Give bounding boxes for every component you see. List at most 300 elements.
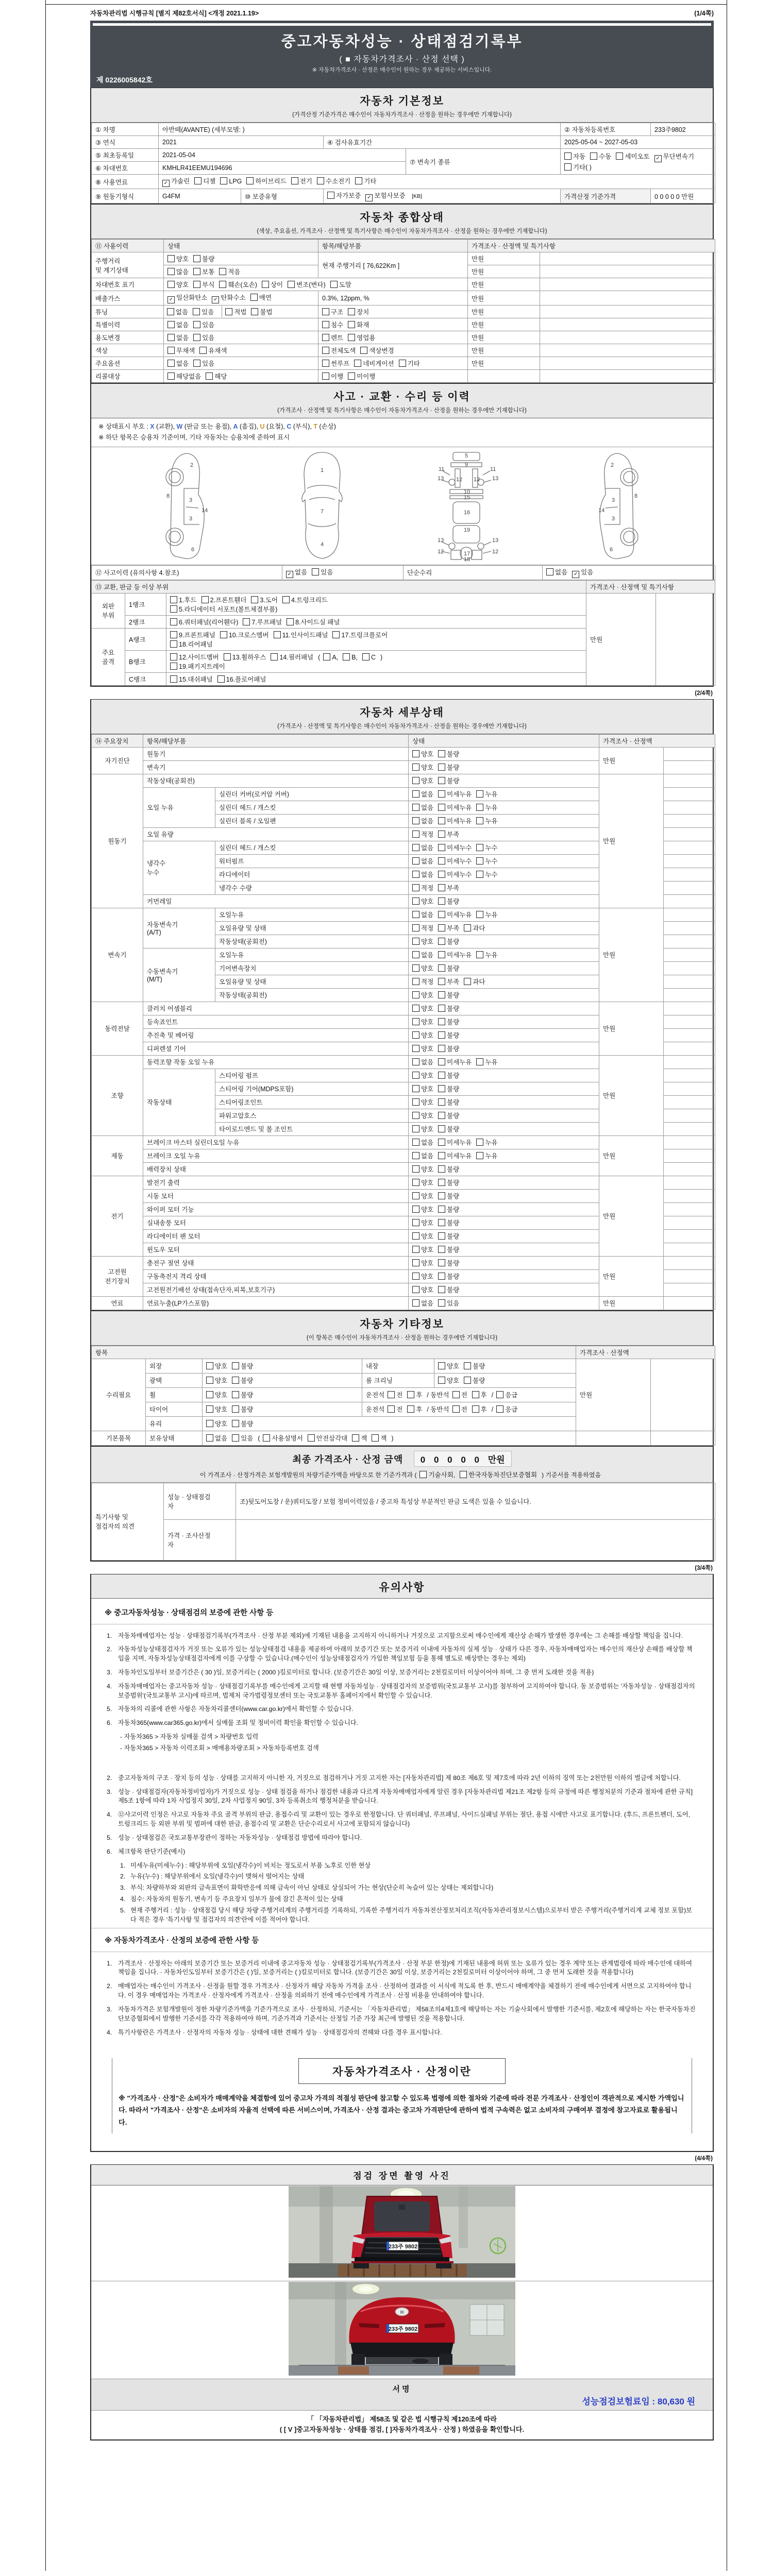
checkbox[interactable]: [232, 1434, 239, 1442]
state-checks: [409, 1015, 599, 1028]
checkbox[interactable]: [438, 1179, 445, 1186]
checkbox[interactable]: [167, 255, 175, 262]
checkbox[interactable]: [438, 1139, 445, 1146]
svg-text:H: H: [400, 2309, 404, 2315]
checkbox[interactable]: [476, 1139, 483, 1146]
checkbox[interactable]: [476, 790, 483, 798]
checkbox[interactable]: [438, 1273, 445, 1280]
checkbox[interactable]: [472, 1405, 479, 1413]
checkbox[interactable]: [476, 1058, 483, 1065]
checkbox[interactable]: [206, 1434, 213, 1442]
checkbox[interactable]: [476, 951, 483, 958]
checkbox[interactable]: [167, 334, 175, 341]
checkbox[interactable]: [438, 978, 445, 985]
check-option: [452, 1390, 467, 1399]
checkbox[interactable]: ✓: [654, 155, 662, 162]
svg-text:6: 6: [191, 546, 195, 553]
svg-text:233주 9802: 233주 9802: [388, 2243, 418, 2250]
checkbox[interactable]: [412, 1165, 419, 1173]
checkbox[interactable]: [412, 1112, 419, 1119]
checkbox[interactable]: [438, 1165, 445, 1173]
checkbox[interactable]: ✓: [212, 296, 219, 303]
checkbox[interactable]: [219, 281, 226, 288]
check-label: 불량: [447, 1286, 460, 1294]
checkbox[interactable]: [348, 372, 355, 380]
checkbox[interactable]: [438, 1098, 445, 1106]
checkbox[interactable]: ✓: [365, 194, 373, 201]
checkbox[interactable]: [476, 857, 483, 865]
checkbox[interactable]: [476, 804, 483, 811]
item-checks: [318, 318, 468, 331]
checkbox[interactable]: [438, 1377, 445, 1384]
check-label: 양호: [421, 1286, 434, 1294]
checkbox[interactable]: [206, 1405, 213, 1413]
item-label: 등속죠인트: [143, 1015, 409, 1028]
checkbox[interactable]: [438, 817, 445, 824]
checkbox[interactable]: [412, 1259, 419, 1266]
check-option: [438, 1376, 459, 1385]
photo-rear-row: [91, 2281, 713, 2379]
checkbox[interactable]: [412, 871, 419, 878]
checkbox[interactable]: [322, 308, 329, 315]
checkbox[interactable]: [419, 1471, 427, 1478]
checkbox[interactable]: [496, 1405, 503, 1413]
checkbox[interactable]: [616, 152, 623, 160]
rank-label: B랭크: [125, 650, 166, 672]
item-checks: [318, 370, 468, 383]
checkbox[interactable]: [476, 817, 483, 824]
note-cell: [664, 1136, 715, 1149]
checkbox[interactable]: [250, 294, 258, 301]
state-checks: [164, 278, 468, 291]
checkbox[interactable]: [438, 964, 445, 972]
checkbox[interactable]: [263, 1434, 270, 1442]
checkbox[interactable]: [170, 618, 177, 625]
checkbox[interactable]: [438, 1112, 445, 1119]
checkbox[interactable]: ✓: [286, 571, 293, 578]
checkbox[interactable]: [287, 618, 294, 625]
checkbox[interactable]: [193, 334, 200, 341]
checkbox[interactable]: [438, 1018, 445, 1025]
checkbox[interactable]: [412, 857, 419, 865]
checkbox[interactable]: [243, 618, 250, 625]
check-label: 불량: [447, 965, 460, 972]
checkbox[interactable]: [412, 897, 419, 905]
inline-text: ): [391, 1435, 394, 1442]
checkbox[interactable]: ✓: [162, 180, 170, 187]
checkbox[interactable]: [167, 347, 175, 354]
checkbox[interactable]: [308, 1434, 315, 1442]
notice-number: 1.: [107, 1632, 112, 1639]
checkbox[interactable]: [232, 1362, 239, 1369]
checkbox[interactable]: [322, 321, 329, 328]
checkbox[interactable]: [412, 1232, 419, 1240]
svg-text:4: 4: [321, 541, 324, 548]
checkbox[interactable]: [412, 1139, 419, 1146]
checkbox[interactable]: [343, 653, 350, 660]
checkbox[interactable]: [546, 568, 553, 575]
checkbox[interactable]: [194, 177, 201, 184]
checkbox[interactable]: [438, 911, 445, 918]
checkbox[interactable]: [412, 777, 419, 784]
check-option: [167, 359, 189, 368]
checkbox[interactable]: [219, 268, 226, 275]
sub-group: 냉각수 누수: [143, 841, 215, 894]
checkbox[interactable]: [438, 1058, 445, 1065]
checkbox[interactable]: [322, 334, 329, 341]
checkbox[interactable]: [412, 804, 419, 811]
checkbox[interactable]: [412, 1098, 419, 1106]
checkbox[interactable]: [322, 347, 329, 354]
checkbox[interactable]: [274, 631, 281, 638]
checkbox[interactable]: [412, 817, 419, 824]
checkbox[interactable]: [312, 568, 319, 575]
check-option: [412, 990, 433, 999]
checkbox[interactable]: [438, 871, 445, 878]
basic-info-section: [90, 88, 714, 205]
checkbox[interactable]: [438, 1232, 445, 1240]
device-group: 자기진단: [92, 747, 143, 774]
checkbox[interactable]: [438, 1031, 445, 1039]
footer-line-2: ( [ V ]중고자동차성능 · 상태를 점검, [ ]자동차가격조사 · 산정 ) 하였음을 확인합니다.: [279, 2425, 525, 2433]
checkbox[interactable]: [412, 1005, 419, 1012]
checkbox[interactable]: [412, 911, 419, 918]
checkbox[interactable]: [412, 1273, 419, 1280]
checkbox[interactable]: [564, 163, 572, 171]
svg-text:3: 3: [611, 497, 615, 503]
checkbox[interactable]: [460, 1471, 467, 1478]
col-major-device: ⑭ 주요장치: [92, 734, 143, 747]
checkbox[interactable]: [362, 653, 369, 660]
checkbox[interactable]: [407, 1391, 414, 1398]
check-option: [476, 1138, 497, 1147]
checkbox[interactable]: ✓: [572, 571, 579, 578]
checkbox[interactable]: [464, 1377, 471, 1384]
checkbox[interactable]: [438, 1299, 445, 1307]
check-option: [412, 1097, 433, 1107]
check-option: [282, 595, 328, 604]
check-label: 누유: [485, 1139, 498, 1146]
price-cell: 만원: [576, 1359, 651, 1431]
check-option: [412, 963, 433, 973]
checkbox[interactable]: [412, 938, 419, 945]
checkbox[interactable]: [217, 675, 225, 683]
checkbox[interactable]: [170, 605, 177, 613]
checkbox[interactable]: [438, 991, 445, 998]
check-label: 9.프론트패널: [179, 631, 215, 639]
checkbox[interactable]: [412, 764, 419, 771]
checkbox[interactable]: [412, 1219, 419, 1226]
item-label: 클러치 어셈블리: [143, 1002, 409, 1015]
notice-text: 자동차매매업자는 성능 · 상태점검기록부(가격조사 · 산정 부분 제외)에 기재된 내용을 고지하지 아니하거나 거짓으로 고지함으로써 매수인에게 재산상 손해가 발생한 경우에는 그 손해를 배상할 책임을 집니다.: [118, 1632, 683, 1639]
checkbox[interactable]: [412, 790, 419, 798]
checkbox[interactable]: [412, 1206, 419, 1213]
checkbox[interactable]: [438, 844, 445, 851]
checkbox[interactable]: [360, 347, 367, 354]
checkbox[interactable]: [388, 1405, 395, 1413]
checkbox[interactable]: [193, 321, 200, 328]
checkbox[interactable]: [251, 596, 258, 603]
price-cell: 만원: [468, 357, 540, 370]
panel-items: [166, 593, 586, 615]
checkbox[interactable]: [412, 1072, 419, 1079]
checkbox[interactable]: [399, 360, 406, 367]
check-option: [219, 280, 257, 289]
checkbox[interactable]: [438, 1219, 445, 1226]
checkbox[interactable]: [271, 653, 278, 660]
check-option: [412, 789, 433, 799]
check-label: 전: [396, 1392, 403, 1399]
check-label: 양호: [421, 1219, 434, 1227]
check-label: 누유: [485, 1059, 498, 1066]
checkbox[interactable]: [412, 1286, 419, 1293]
check-label: 세미오토: [625, 153, 650, 160]
checkbox[interactable]: [438, 790, 445, 798]
checkbox[interactable]: [170, 663, 177, 670]
check-option: [360, 346, 394, 355]
legend-meaning: (흠집),: [238, 423, 260, 430]
checkbox[interactable]: [167, 372, 175, 380]
check-label: 불량: [447, 751, 460, 758]
checkbox[interactable]: [412, 991, 419, 998]
checkbox[interactable]: [206, 1377, 213, 1384]
note-cell: [664, 774, 715, 787]
checkbox[interactable]: [412, 1085, 419, 1092]
rank-label: A랭크: [125, 628, 166, 650]
item-label: 구동축전지 격리 상태: [143, 1269, 409, 1283]
checkbox[interactable]: [438, 1072, 445, 1079]
checkbox[interactable]: [170, 640, 177, 648]
checkbox[interactable]: [438, 804, 445, 811]
checkbox[interactable]: [438, 1362, 445, 1369]
checkbox[interactable]: [193, 255, 200, 262]
checkbox[interactable]: [232, 1420, 239, 1427]
check-label: 불량: [241, 1392, 254, 1399]
checkbox[interactable]: [282, 596, 290, 603]
check-option: [348, 333, 375, 342]
checkbox[interactable]: [388, 1391, 395, 1398]
checkbox[interactable]: [412, 1246, 419, 1253]
checkbox[interactable]: [206, 1420, 213, 1427]
checkbox[interactable]: [438, 1085, 445, 1092]
check-label: 사용설명서: [272, 1435, 303, 1442]
checkbox[interactable]: [412, 884, 419, 891]
page-marker-4: (4/4쪽): [695, 2155, 713, 2162]
checkbox[interactable]: [472, 1391, 479, 1398]
checkbox[interactable]: [438, 764, 445, 771]
state-checks: [164, 291, 318, 306]
checkbox[interactable]: [193, 268, 200, 275]
check-label: 불량: [447, 938, 460, 945]
checkbox[interactable]: [199, 347, 207, 354]
row-label: 색상: [92, 344, 164, 357]
checkbox[interactable]: [412, 1179, 419, 1186]
checkbox[interactable]: [322, 372, 329, 380]
checkbox[interactable]: [317, 177, 324, 184]
checkbox[interactable]: [323, 653, 330, 660]
checkbox[interactable]: [206, 1362, 213, 1369]
checkbox[interactable]: [412, 750, 419, 757]
checkbox[interactable]: [412, 924, 419, 931]
checkbox[interactable]: [352, 1434, 359, 1442]
check-label: 미세누유: [447, 1059, 472, 1066]
item-label: 브레이크 오일 누유: [143, 1149, 409, 1162]
checkbox[interactable]: [438, 831, 445, 838]
checkbox[interactable]: [246, 177, 254, 184]
checkbox[interactable]: [372, 1434, 379, 1442]
checkbox[interactable]: [476, 871, 483, 878]
checkbox[interactable]: [232, 1377, 239, 1384]
checkbox[interactable]: [167, 281, 175, 288]
checkbox[interactable]: [407, 1405, 414, 1413]
page-marker-3: (3/4쪽): [695, 1565, 713, 1571]
checkbox[interactable]: [348, 321, 355, 328]
inline-text: 운전석: [366, 1406, 385, 1413]
checkbox[interactable]: [412, 1045, 419, 1052]
check-option: [412, 776, 433, 785]
checkbox[interactable]: [438, 1206, 445, 1213]
check-label: 미세누유: [447, 804, 472, 811]
checkbox[interactable]: [170, 596, 177, 603]
checkbox[interactable]: [354, 360, 361, 367]
checkbox[interactable]: [412, 844, 419, 851]
checkbox[interactable]: [330, 281, 338, 288]
checkbox[interactable]: [438, 1246, 445, 1253]
checkbox[interactable]: [224, 653, 231, 660]
checkbox[interactable]: [464, 1362, 471, 1369]
check-option: [372, 1433, 386, 1443]
checkbox[interactable]: [438, 924, 445, 931]
checkbox[interactable]: [412, 964, 419, 972]
checkbox[interactable]: [201, 596, 209, 603]
checkbox[interactable]: [193, 360, 200, 367]
checkbox[interactable]: [476, 844, 483, 851]
notice-item: [107, 1719, 697, 1728]
checkbox[interactable]: [438, 777, 445, 784]
checkbox[interactable]: [322, 360, 329, 367]
checkbox[interactable]: [564, 152, 572, 160]
checkbox[interactable]: [438, 1152, 445, 1159]
checkbox[interactable]: [167, 308, 174, 315]
checkbox[interactable]: [206, 1391, 213, 1398]
checkbox[interactable]: [225, 308, 232, 315]
checkbox[interactable]: [438, 951, 445, 958]
checkbox[interactable]: [464, 978, 471, 985]
svg-text:9: 9: [464, 461, 468, 468]
checkbox[interactable]: [332, 631, 340, 638]
checkbox[interactable]: [438, 750, 445, 757]
price-cell: 만원: [468, 306, 540, 318]
checkbox[interactable]: [232, 1391, 239, 1398]
checkbox[interactable]: [438, 1192, 445, 1199]
checkbox[interactable]: [220, 631, 227, 638]
checkbox[interactable]: [590, 152, 597, 160]
check-label: 누유: [485, 911, 498, 919]
checkbox[interactable]: [193, 308, 200, 315]
check-label: 없음: [421, 804, 434, 811]
check-label: 미세누유: [447, 818, 472, 825]
checkbox[interactable]: [476, 911, 483, 918]
check-label: 양호: [421, 1099, 434, 1106]
checkbox[interactable]: [170, 653, 177, 660]
check-label: 매연: [259, 294, 272, 301]
device-group: 연료: [92, 1296, 143, 1310]
checkbox[interactable]: [167, 268, 175, 275]
notice-subheading-1: ※ 중고자동차성능 · 상태점검의 보증에 관한 사항 등: [91, 1601, 713, 1624]
checkbox[interactable]: [170, 631, 177, 638]
basic-items-group: 기본품목: [92, 1431, 146, 1445]
checkbox[interactable]: [452, 1405, 460, 1413]
checkbox[interactable]: [170, 675, 177, 683]
checkbox[interactable]: [412, 978, 419, 985]
checkbox[interactable]: [476, 1152, 483, 1159]
checkbox[interactable]: [412, 1152, 419, 1159]
checkbox[interactable]: ✓: [167, 296, 175, 303]
checkbox[interactable]: [438, 884, 445, 891]
check-label: 불량: [241, 1406, 254, 1413]
check-label: 양호: [421, 764, 434, 771]
checkbox[interactable]: [452, 1391, 460, 1398]
note-cell: [540, 344, 715, 357]
checkbox[interactable]: [348, 334, 355, 341]
checkbox[interactable]: [438, 1259, 445, 1266]
checkbox[interactable]: [167, 321, 175, 328]
checkbox[interactable]: [438, 938, 445, 945]
checkbox[interactable]: [327, 192, 334, 199]
checkbox[interactable]: [412, 951, 419, 958]
notice-text: 자동차성능상태점검자가 거짓 또는 오류가 있는 성능상태점검 내용을 제공하여 아래의 보증기간 또는 보증거리 이내에 자동차의 실제 성능 · 상태가 다른 경우, 자동차매매업자는 매수인의 재산상 손해를 배상할 책임을 지며, 자동차성능상태점검자에게 이를 구상할 수 있습니다.(매수인이 성능상태점검자가 가입한 책임보험 등을 통해 별도로 배상받는 경우는 제외): [118, 1646, 693, 1663]
checkbox[interactable]: [251, 308, 258, 315]
check-option: [464, 1376, 485, 1385]
checkbox[interactable]: [412, 1192, 419, 1199]
check-option: [412, 1218, 433, 1227]
check-option: [232, 1419, 253, 1428]
checkbox[interactable]: [412, 1299, 419, 1307]
checkbox[interactable]: [438, 1045, 445, 1052]
checkbox[interactable]: [438, 857, 445, 865]
checkbox[interactable]: [232, 1405, 239, 1413]
checkbox[interactable]: [438, 1286, 445, 1293]
checkbox[interactable]: [412, 1018, 419, 1025]
checkbox[interactable]: [438, 1005, 445, 1012]
legend-prefix: ※ 상태표시 부호 :: [98, 423, 150, 430]
state-checks: [203, 1416, 576, 1431]
checkbox[interactable]: [167, 360, 175, 367]
svg-text:17: 17: [463, 550, 470, 557]
checkbox[interactable]: [412, 831, 419, 838]
checkbox[interactable]: [438, 1125, 445, 1132]
checkbox[interactable]: [438, 897, 445, 905]
check-label: 기타: [364, 178, 377, 185]
state-checks: [409, 814, 599, 827]
checkbox[interactable]: [464, 924, 471, 931]
checkbox[interactable]: [412, 1031, 419, 1039]
checkbox[interactable]: [412, 1125, 419, 1132]
checkbox[interactable]: [206, 372, 213, 380]
checkbox[interactable]: [262, 281, 269, 288]
checkbox[interactable]: [348, 308, 355, 315]
checkbox[interactable]: [220, 177, 227, 184]
check-label: 불량: [447, 1219, 460, 1227]
check-option: [327, 191, 361, 200]
checkbox[interactable]: [193, 281, 200, 288]
checkbox[interactable]: [288, 281, 295, 288]
checkbox[interactable]: [412, 1058, 419, 1065]
checkbox[interactable]: [291, 177, 298, 184]
checkbox[interactable]: [355, 177, 362, 184]
check-label: 기타( ): [573, 164, 592, 171]
checkbox[interactable]: [496, 1391, 503, 1398]
